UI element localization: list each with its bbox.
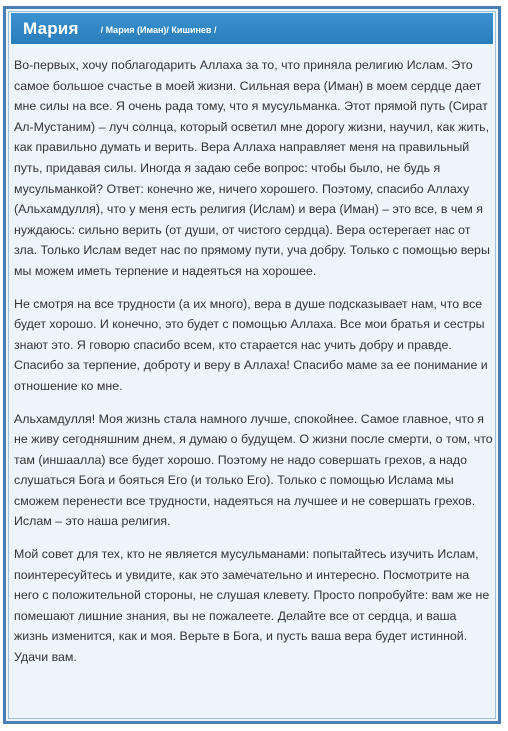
card-header: [11, 13, 493, 44]
testimonial-card: [3, 6, 501, 724]
paragraph-2: Не смотря на все трудности (а их много), вера в душе подсказывает нам, что все будет хорошо. И конечно, это будет с помощью Аллаха. Все мои братья и сестры знают это. Я говорю спасибо всем, кто старается нас учить добру и правде. Спасибо за терпение, доброту и веру в Аллаха! Спасибо маме за ее понимание и отношение ко мне.: [14, 296, 488, 393]
paragraph-3: Альхамдулля! Моя жизнь стала намного лучше, спокойнее. Самое главное, что я не живу сегодняшним днем, я думаю о будущем. О жизни после смерти, о том, что там (иншаалла) все будет хорошо. Поэтому не надо совершать грехов, а надо слушаться Бога и бояться Его (и только Его). Только с помощью Ислама мы сможем перенести все трудности, надеяться на лучшее и не совершать грехов. Ислам – это наша религия.: [14, 411, 493, 529]
paragraph-1: Во-первых, хочу поблагодарить Аллаха за то, что приняла религию Ислам. Это самое большое счастье в моей жизни. Сильная вера (Иман) в моем сердце дает мне силы на все. Я очень рада тому, что я мусульманка. Этот прямой путь (Сират Ал-Мустаним) – луч солнца, который осветил мне дорогу жизни, научил, как жить, как правильно думать и верить. Вера Аллаха направляет меня на правильный путь, придавая силы. Иногда я задаю себе вопрос: чтобы было, не будь я мусульманкой? Ответ: конечно же, ничего хорошего. Поэтому, спасибо Аллаху (Альхамдулля), что у меня есть религия (Ислам) и вера (Иман) – это все, в чем я нуждаюсь: сильно верить (от души, от чистого сердца). Вера остерегает нас от зла. Только Ислам ведет нас по прямому пути, уча добру. Только с помощью веры мы можем иметь терпение и надеяться на хорошее.: [14, 58, 490, 278]
author-name: Мария: [23, 18, 79, 38]
author-meta: / Мария (Иман)/ Кишинев /: [100, 25, 217, 35]
article-body: [14, 55, 494, 680]
paragraph-4: Мой совет для тех, кто не является мусульманами: попытайтесь изучить Ислам, поинтересуйтесь и увидите, как это замечательно и интересно. Посмотрите на него с положительной стороны, не слушая клевету. Просто попробуйте: вам же не помешают лишние знания, вы не пожалеете. Делайте все от сердца, и ваша жизнь изменится, как и моя. Верьте в Бога, и пусть ваша вера будет истинной. Удачи вам.: [14, 547, 490, 665]
